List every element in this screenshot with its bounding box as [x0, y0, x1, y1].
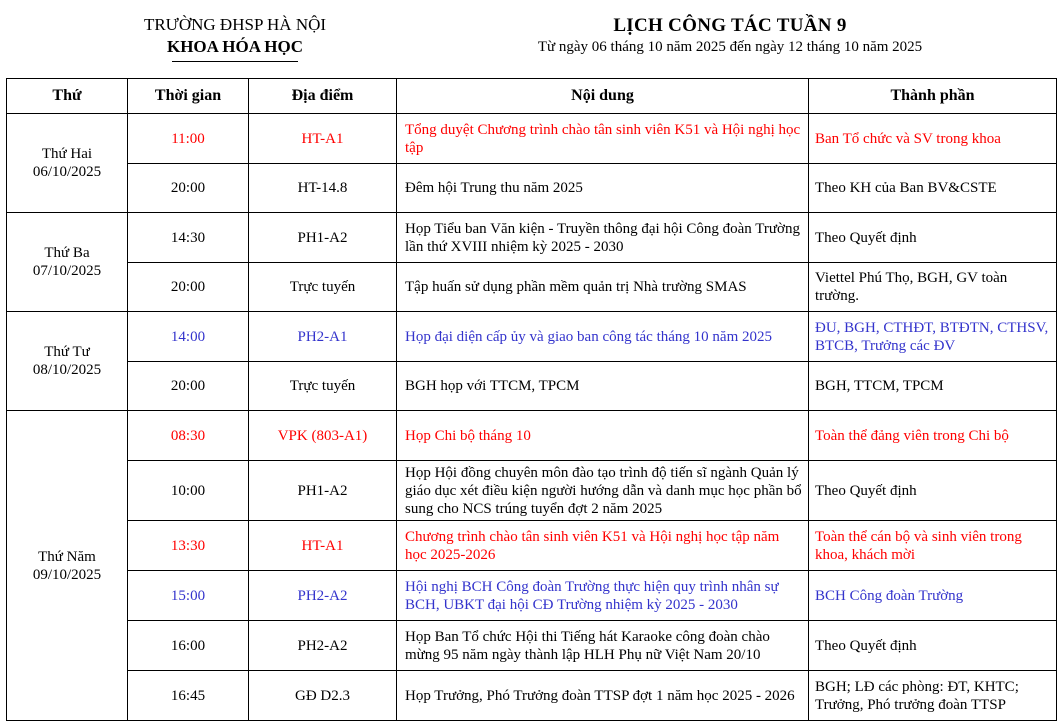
participants-cell: Toàn thể đảng viên trong Chi bộ [809, 411, 1057, 461]
content-cell: Chương trình chào tân sinh viên K51 và Hội nghị học tập năm học 2025-2026 [397, 521, 809, 571]
table-row [7, 671, 1057, 721]
content-cell: Họp Ban Tổ chức Hội thi Tiếng hát Karaoke công đoàn chào mừng 95 năm ngày thành lập HLH Phụ nữ Việt Nam 20/10 [397, 621, 809, 671]
table-row [7, 521, 1057, 571]
day-cell [7, 312, 128, 411]
time-cell: 16:00 [128, 621, 249, 671]
participants-cell: BGH; LĐ các phòng: ĐT, KHTC; Trưởng, Phó trưởng đoàn TTSP [809, 671, 1057, 721]
column-header-place: Địa điểm [249, 79, 397, 114]
table-row [7, 362, 1057, 411]
place-cell: PH2-A2 [249, 621, 397, 671]
participants-cell: Toàn thể cán bộ và sinh viên trong khoa, khách mời [809, 521, 1057, 571]
time-cell: 08:30 [128, 411, 249, 461]
table-row [7, 114, 1057, 164]
date-range: Từ ngày 06 tháng 10 năm 2025 đến ngày 12 tháng 10 năm 2025 [537, 39, 923, 55]
place-cell: Trực tuyến [249, 263, 397, 312]
content-cell: Họp Tiểu ban Văn kiện - Truyền thông đại hội Công đoàn Trường lần thứ XVIII nhiệm kỳ 2025 - 2030 [397, 213, 809, 263]
time-cell: 20:00 [128, 164, 249, 213]
place-cell: GĐ D2.3 [249, 671, 397, 721]
participants-cell: Theo Quyết định [809, 461, 1057, 521]
time-cell: 20:00 [128, 263, 249, 312]
place-cell: PH1-A2 [249, 213, 397, 263]
place-cell: VPK (803-A1) [249, 411, 397, 461]
faculty-underline [172, 61, 298, 62]
page-title: LỊCH CÔNG TÁC TUẦN 9 [613, 15, 847, 36]
schedule-table [6, 78, 1057, 721]
day-date: 07/10/2025 [32, 263, 102, 279]
header-left [120, 14, 350, 62]
day-date: 08/10/2025 [32, 362, 102, 378]
participants-cell: Ban Tổ chức và SV trong khoa [809, 114, 1057, 164]
place-cell: HT-A1 [249, 114, 397, 164]
content-cell: Họp Chi bộ tháng 10 [397, 411, 809, 461]
table-row [7, 411, 1057, 461]
table-row [7, 263, 1057, 312]
day-name: Thứ Năm [38, 548, 96, 565]
table-row [7, 312, 1057, 362]
column-header-day: Thứ [7, 79, 128, 114]
day-date: 06/10/2025 [32, 164, 102, 180]
participants-cell: ĐU, BGH, CTHĐT, BTĐTN, CTHSV, BTCB, Trưởng các ĐV [809, 312, 1057, 362]
place-cell: HT-A1 [249, 521, 397, 571]
column-header-content: Nội dung [397, 79, 809, 114]
content-cell: Họp Trưởng, Phó Trưởng đoàn TTSP đợt 1 năm học 2025 - 2026 [397, 671, 809, 721]
table-header-row [7, 79, 1057, 114]
participants-cell: Theo Quyết định [809, 621, 1057, 671]
participants-cell: BGH, TTCM, TPCM [809, 362, 1057, 411]
time-cell: 13:30 [128, 521, 249, 571]
content-cell: Họp đại diện cấp ủy và giao ban công tác tháng 10 năm 2025 [397, 312, 809, 362]
content-cell: Đêm hội Trung thu năm 2025 [397, 164, 809, 213]
time-cell: 10:00 [128, 461, 249, 521]
time-cell: 16:45 [128, 671, 249, 721]
day-name: Thứ Ba [44, 245, 90, 261]
time-cell: 11:00 [128, 114, 249, 164]
place-cell: Trực tuyến [249, 362, 397, 411]
time-cell: 20:00 [128, 362, 249, 411]
participants-cell: Theo KH của Ban BV&CSTE [809, 164, 1057, 213]
time-cell: 14:00 [128, 312, 249, 362]
table-row [7, 164, 1057, 213]
faculty-name: KHOA HÓA HỌC [166, 37, 304, 56]
participants-cell: Theo Quyết định [809, 213, 1057, 263]
place-cell: PH1-A2 [249, 461, 397, 521]
participants-cell: Viettel Phú Thọ, BGH, GV toàn trường. [809, 263, 1057, 312]
time-cell: 14:30 [128, 213, 249, 263]
participants-cell: BCH Công đoàn Trường [809, 571, 1057, 621]
content-cell: Họp Hội đồng chuyên môn đào tạo trình độ tiến sĩ ngành Quản lý giáo dục xét điều kiện người hướng dẫn và danh mục học phần bổ sung cho NCS trúng tuyển đợt 2 năm 2025 [397, 461, 809, 521]
day-name: Thứ Hai [41, 146, 93, 162]
place-cell: HT-14.8 [249, 164, 397, 213]
place-cell: PH2-A1 [249, 312, 397, 362]
time-cell: 15:00 [128, 571, 249, 621]
table-row [7, 621, 1057, 671]
day-cell [7, 213, 128, 312]
school-name: TRƯỜNG ĐHSP HÀ NỘI [143, 15, 327, 34]
content-cell: Hội nghị BCH Công đoàn Trường thực hiện quy trình nhân sự BCH, UBKT đại hội CĐ Trường nhiệm kỳ 2025 - 2030 [397, 571, 809, 621]
table-row [7, 461, 1057, 521]
column-header-time: Thời gian [128, 79, 249, 114]
day-date: 09/10/2025 [32, 566, 102, 583]
header-right [500, 14, 960, 56]
day-name: Thứ Tư [44, 344, 90, 360]
table-row [7, 213, 1057, 263]
day-cell [7, 114, 128, 213]
day-cell [7, 411, 128, 721]
column-header-participants: Thành phần [809, 79, 1057, 114]
content-cell: Tập huấn sử dụng phần mềm quản trị Nhà trường SMAS [397, 263, 809, 312]
place-cell: PH2-A2 [249, 571, 397, 621]
content-cell: BGH họp với TTCM, TPCM [397, 362, 809, 411]
content-cell: Tổng duyệt Chương trình chào tân sinh viên K51 và Hội nghị học tập [397, 114, 809, 164]
table-row [7, 571, 1057, 621]
